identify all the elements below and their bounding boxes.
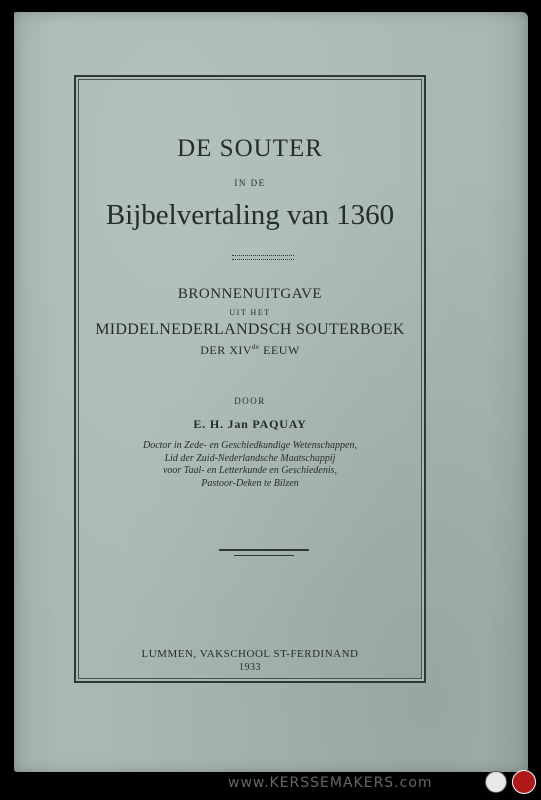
author-credentials: [74, 440, 426, 490]
title-line-2: IN DE: [234, 178, 266, 188]
author-name: E. H. Jan PAQUAY: [193, 417, 307, 431]
credential-line: Doctor in Zede- en Geschiedkundige Wetenschappen,: [142, 440, 357, 451]
century-suffix: EEUW: [259, 343, 300, 357]
credential-line: voor Taal- en Letterkunde en Geschiedenis,: [162, 465, 338, 476]
publication-year: 1933: [239, 662, 261, 673]
subtitle-line-2: UIT HET: [229, 308, 271, 317]
emblem-logo-icon: [512, 770, 536, 794]
credential-line: Lid der Zuid-Nederlandsche Maatschappij: [164, 452, 336, 464]
subtitle-line-3: MIDDELNEDERLANDSCH SOUTERBOEK: [95, 321, 405, 338]
divider-rule-bottom: [234, 555, 294, 556]
seal-logo-icon: [485, 771, 507, 793]
by-label: DOOR: [234, 396, 266, 406]
title-line-1: DE SOUTER: [177, 135, 323, 162]
ornament-divider: [232, 255, 294, 260]
title-line-3: Bijbelvertaling van 1360: [105, 199, 395, 231]
century-superscript: de: [252, 343, 260, 351]
subtitle-line-1: BRONNENUITGAVE: [177, 286, 323, 302]
subtitle-line-4: [74, 343, 426, 358]
publisher: LUMMEN, VAKSCHOOL ST-FERDINAND: [141, 648, 359, 660]
credential-line: Pastoor-Deken te Bilzen: [201, 477, 299, 489]
divider-rule-top: [219, 549, 309, 551]
century-prefix: DER XIV: [200, 343, 253, 357]
watermark-link[interactable]: www.KERSSEMAKERS.com: [228, 775, 433, 791]
cover-border-frame: [74, 75, 426, 683]
